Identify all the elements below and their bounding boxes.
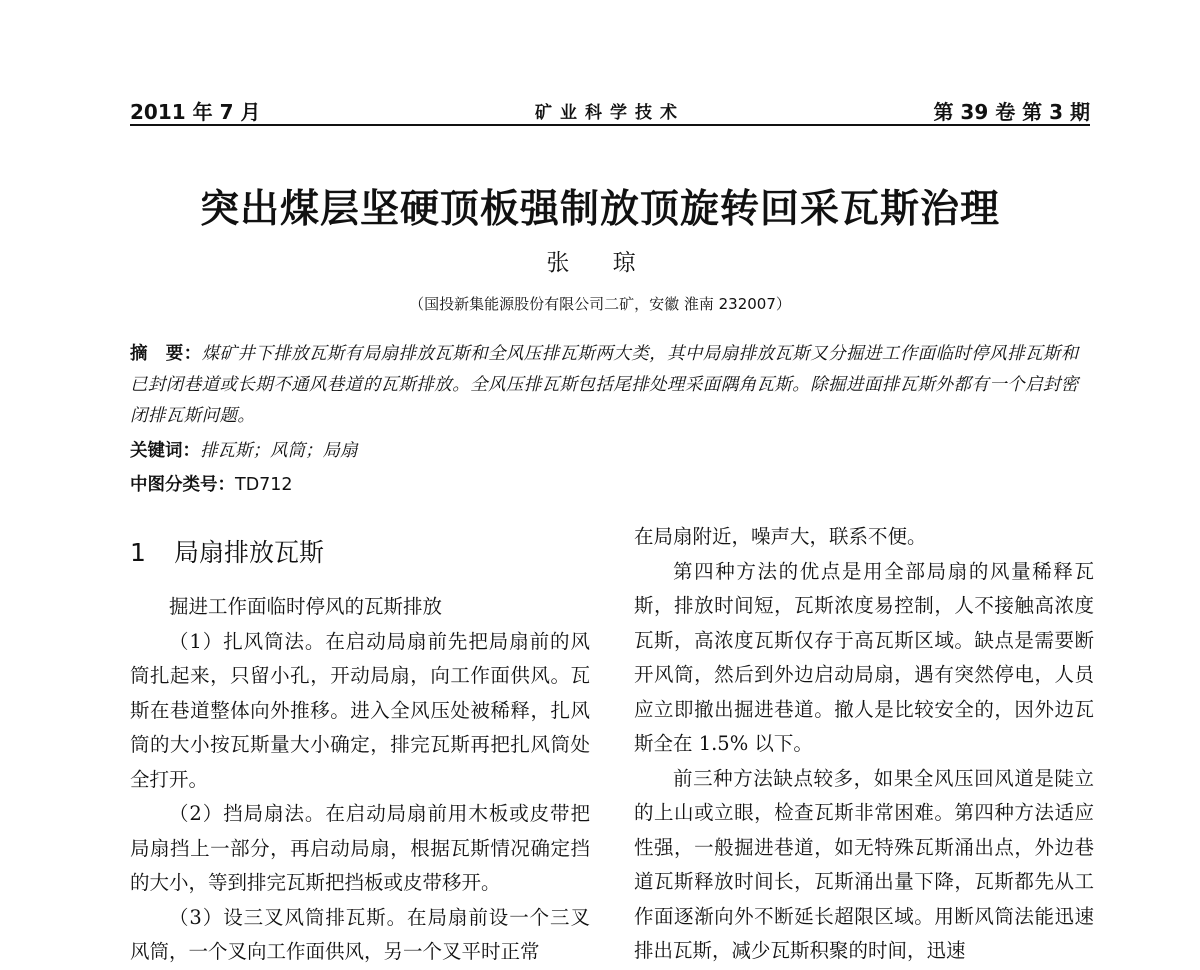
paper-title: 突出煤层坚硬顶板强制放顶旋转回采瓦斯治理 [199, 186, 1000, 232]
paragraph: 在局扇附近，噪声大，联系不便。 [634, 525, 927, 548]
classification-code: TD712 [235, 475, 293, 495]
abstract [130, 339, 1094, 432]
header-date: 2011 年 7 月 [130, 100, 261, 124]
author-name: 张 琼 [546, 250, 654, 276]
keywords-text: 排瓦斯；风筒；局扇 [200, 441, 358, 461]
section-heading [130, 533, 324, 569]
paragraph: （2）挡局扇法。在启动局扇前用木板或皮带把局扇挡上一部分，再启动局扇，根据瓦斯情况确定挡的大小，等到排完瓦斯把挡板或皮带移开。 [130, 802, 590, 894]
author-affiliation: （国投新集能源股份有限公司二矿，安徽 淮南 232007） [409, 295, 791, 313]
abstract-label: 摘 要： [130, 344, 202, 364]
paragraph: 前三种方法缺点较多，如果全风压回风道是陡立的上山或立眼，检查瓦斯非常困难。第四种方法适应性强，一般掘进巷道，如无特殊瓦斯涌出点，外边巷道瓦斯释放时间长，瓦斯涌出量下降，瓦斯都先从工作面逐渐向外不断延长超限区域。用断风筒法能迅速排出瓦斯，减少瓦斯积聚的时间，迅速 [634, 766, 1094, 962]
section-number: 1 [130, 538, 146, 567]
right-column [634, 520, 1094, 969]
keywords [130, 437, 358, 462]
paragraph: 第四种方法的优点是用全部局扇的风量稀释瓦斯，排放时间短，瓦斯浓度易控制，人不接触高浓度瓦斯，高浓度瓦斯仅存于高瓦斯区域。缺点是需要断开风筒，然后到外边启动局扇，遇有突然停电，人员应立即撤出掘进巷道。撤人是比较安全的，因外边瓦斯全在 1.5% 以下。 [634, 559, 1094, 755]
running-header [130, 96, 1090, 126]
subsection-heading: 掘进工作面临时停风的瓦斯排放 [169, 595, 443, 618]
abstract-text: 煤矿井下排放瓦斯有局扇排放瓦斯和全风压排瓦斯两大类，其中局扇排放瓦斯又分掘进工作面临时停风排瓦斯和已封闭巷道或长期不通风巷道的瓦斯排放。全风压排瓦斯包括尾排处理采面隅角瓦斯。除掘进面排瓦斯外都有一个启封密闭排瓦斯问题。 [130, 344, 1079, 426]
header-journal: 矿业科学技术 [535, 103, 685, 123]
keywords-label: 关键词： [130, 441, 200, 461]
paragraph: （1）扎风筒法。在启动局扇前先把局扇前的风筒扎起来，只留小孔，开动局扇，向工作面供风。瓦斯在巷道整体向外推移。进入全风压处被稀释，扎风筒的大小按瓦斯量大小确定，排完瓦斯再把扎风筒处全打开。 [130, 629, 590, 791]
paragraph: （3）设三叉风筒排瓦斯。在局扇前设一个三叉风筒，一个叉向工作面供风，另一个叉平时正常 [130, 905, 590, 963]
header-issue: 第 39 卷 第 3 期 [933, 100, 1090, 124]
left-column [130, 590, 590, 970]
classification [130, 471, 293, 496]
section-title: 局扇排放瓦斯 [174, 538, 325, 567]
classification-label: 中图分类号： [130, 475, 235, 495]
